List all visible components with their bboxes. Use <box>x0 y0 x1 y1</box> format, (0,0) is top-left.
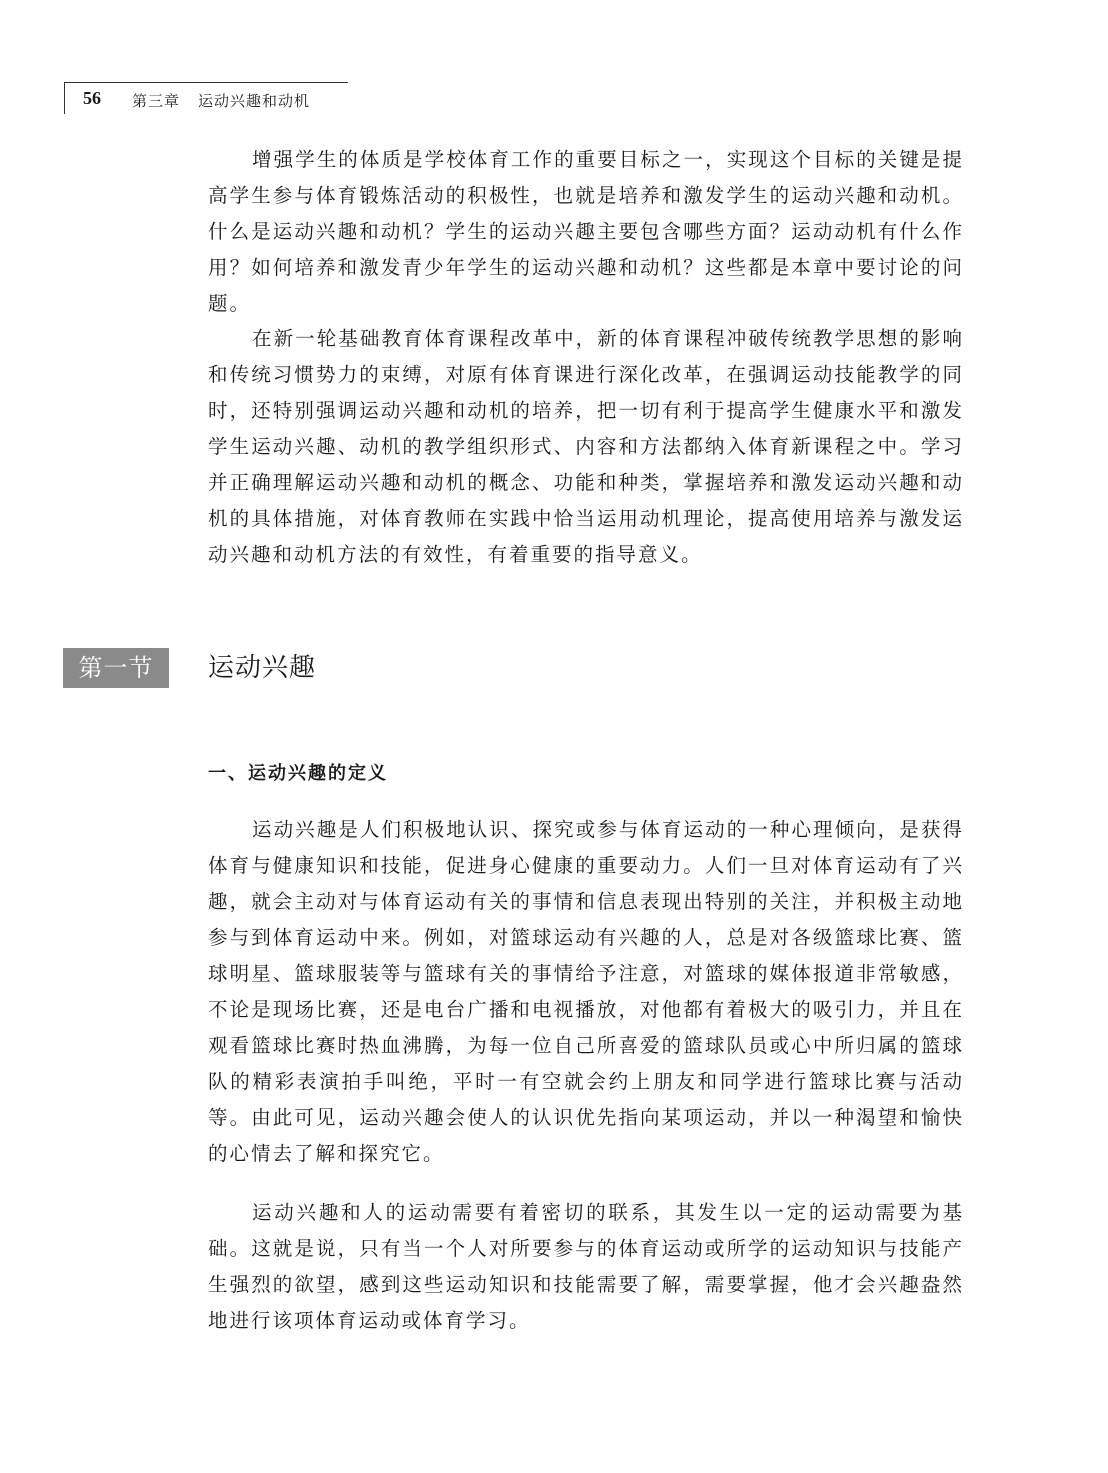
section-number-badge: 第一节 <box>63 648 169 688</box>
running-header <box>64 82 348 114</box>
intro-paragraph-1: 增强学生的体质是学校体育工作的重要目标之一，实现这个目标的关键是提高学生参与体育锻炼活动的积极性，也就是培养和激发学生的运动兴趣和动机。什么是运动兴趣和动机？学生的运动兴趣主要包含哪些方面？运动动机有什么作用？如何培养和激发青少年学生的运动兴趣和动机？这些都是本章中要讨论的问题。 <box>208 148 964 315</box>
page-number: 56 <box>83 88 101 108</box>
chapter-heading <box>132 90 310 111</box>
chapter-label: 第三章 <box>132 92 181 110</box>
subsection-title: 一、运动兴趣的定义 <box>208 763 388 784</box>
definition-paragraph-2: 运动兴趣和人的运动需要有着密切的联系，其发生以一定的运动需要为基础。这就是说，只有当一个人对所要参与的体育运动或所学的运动知识与技能产生强烈的欲望，感到这些运动知识和技能需要了解，需要掌握，他才会兴趣盎然地进行该项体育运动或体育学习。 <box>208 1201 964 1332</box>
section-title: 运动兴趣 <box>208 653 317 683</box>
definition-paragraph-1: 运动兴趣是人们积极地认识、探究或参与体育运动的一种心理倾向，是获得体育与健康知识和技能，促进身心健康的重要动力。人们一旦对体育运动有了兴趣，就会主动对与体育运动有关的事情和信息表现出特别的关注，并积极主动地参与到体育运动中来。例如，对篮球运动有兴趣的人，总是对各级篮球比赛、篮球明星、篮球服装等与篮球有关的事情给予注意，对篮球的媒体报道非常敏感，不论是现场比赛，还是电台广播和电视播放，对他都有着极大的吸引力，并且在观看篮球比赛时热血沸腾，为每一位自己所喜爱的篮球队员或心中所归属的篮球队的精彩表演拍手叫绝，平时一有空就会约上朋友和同学进行篮球比赛与活动等。由此可见，运动兴趣会使人的认识优先指向某项运动，并以一种渴望和愉快的心情去了解和探究它。 <box>208 818 964 1165</box>
intro-paragraph-2: 在新一轮基础教育体育课程改革中，新的体育课程冲破传统教学思想的影响和传统习惯势力的束缚，对原有体育课进行深化改革，在强调运动技能教学的同时，还特别强调运动兴趣和动机的培养，把一切有利于提高学生健康水平和激发学生运动兴趣、动机的教学组织形式、内容和方法都纳入体育新课程之中。学习并正确理解运动兴趣和动机的概念、功能和种类，掌握培养和激发运动兴趣和动机的具体措施，对体育教师在实践中恰当运用动机理论，提高使用培养与激发运动兴趣和动机方法的有效性，有着重要的指导意义。 <box>208 327 964 566</box>
chapter-name: 运动兴趣和动机 <box>198 92 311 110</box>
